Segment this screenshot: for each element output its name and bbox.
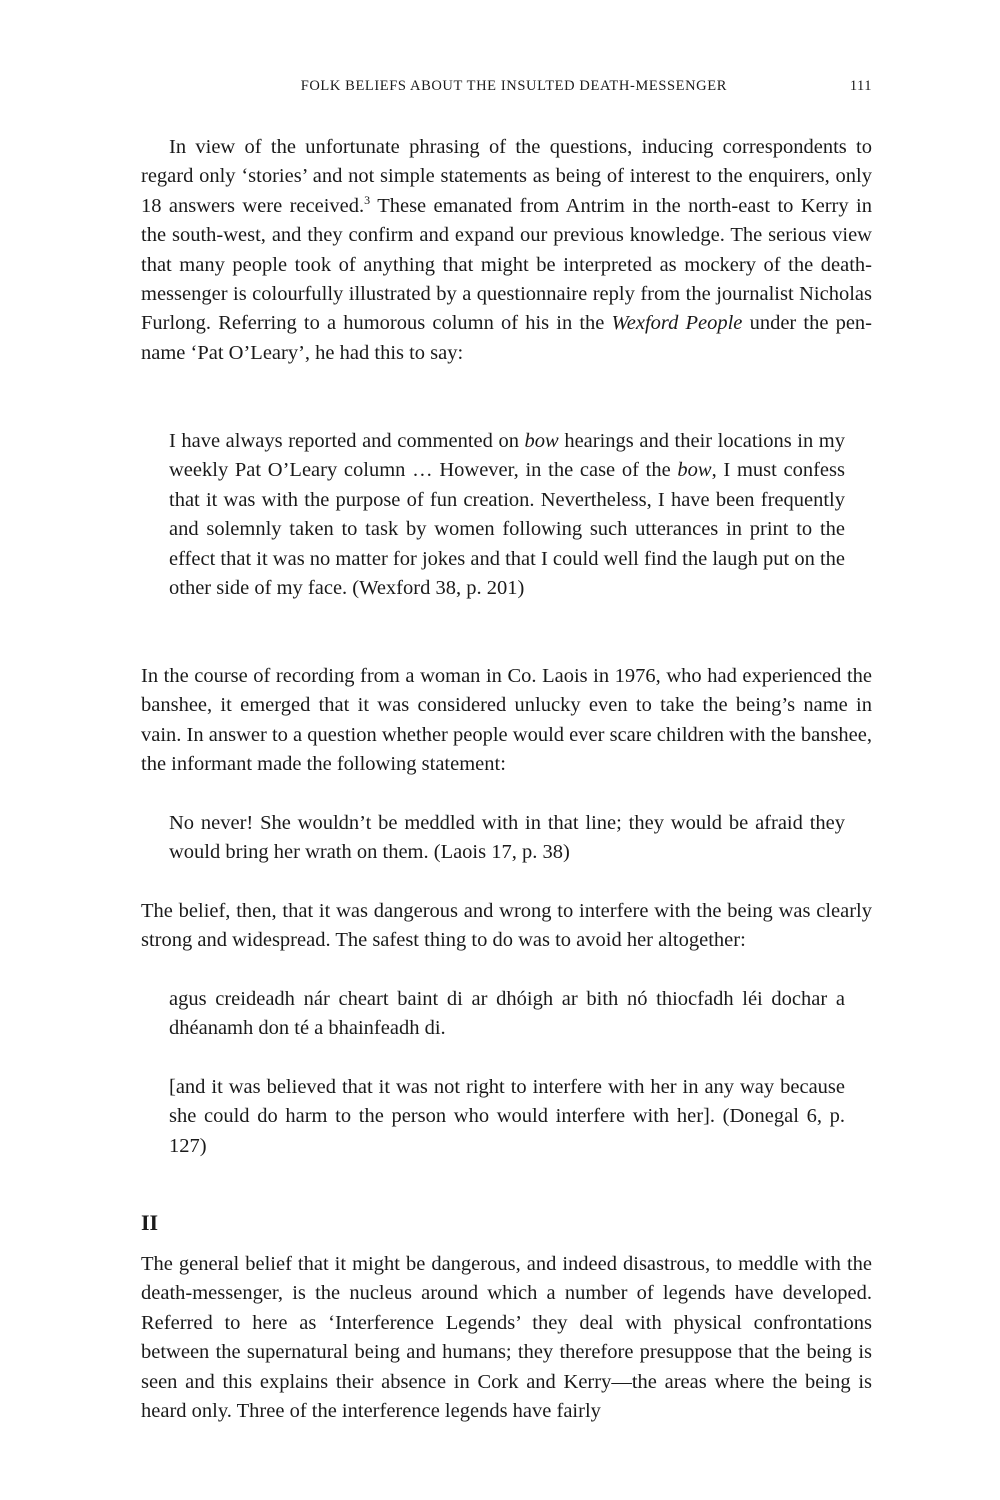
block-quote-3 (169, 985, 845, 1044)
quote-1-text-b: hearings and their locations in my weekly Pat O’Leary column … However, in the case of the (169, 430, 845, 482)
quote-1-italic-a: bow (524, 430, 559, 452)
paragraph-4 (141, 1250, 872, 1426)
paragraph-4-text: The general belief that it might be dangerous, and indeed disastrous, to meddle with the death-messenger, is the nucleus around which a number of legends have developed. Referred to here as ‘Interference Legends’ they deal with physical confrontations between the supernatural being and humans; they therefore presuppose that the being is seen and this explains their absence in Cork and Kerry—the areas where the being is heard only. Three of the interference legends have fairly (141, 1253, 872, 1423)
quote-4-text: [and it was believed that it was not right to interfere with her in any way because she could do harm to the person who would interfere with her]. (Donegal 6, p. 127) (169, 1076, 845, 1157)
block-quote-4 (169, 1073, 845, 1161)
quote-1-text-a: I have always reported and commented on (169, 430, 525, 452)
footnote-marker[interactable]: 3 (364, 192, 371, 207)
paragraph-2-text: In the course of recording from a woman in Co. Laois in 1976, who had experienced the banshee, it emerged that it was considered unlucky even to take the being’s name in vain. In answer to a question whether people would ever scare children with the banshee, the informant made the following statement: (141, 665, 872, 776)
quote-1-italic-b: bow (677, 459, 712, 482)
paragraph-1-text-c: under the pen-name ‘Pat O’Leary’, he had this to say: (141, 312, 872, 364)
page-number: 111 (849, 78, 872, 94)
paragraph-1-text-a: In view of the unfortunate phrasing of the questions, inducing correspondents to regard only ‘stories’ and not simple statements as being of interest to the enquirers, only 18 answers were received. (141, 136, 872, 217)
block-quote-2 (169, 809, 845, 868)
section-heading: II (141, 1210, 159, 1235)
paragraph-3 (141, 897, 872, 956)
running-head (141, 78, 872, 100)
paragraph-2 (141, 662, 872, 780)
paragraph-3-text: The belief, then, that it was dangerous and wrong to interfere with the being was clearly strong and widespread. The safest thing to do was to avoid her altogether: (141, 900, 872, 952)
paragraph-1 (141, 133, 872, 368)
quote-3-text: agus creideadh nár cheart baint di ar dhóigh ar bith nó thiocfadh léi dochar a dhéanamh don té a bhainfeadh di. (169, 988, 845, 1040)
running-head-title: FOLK BELIEFS ABOUT THE INSULTED DEATH-MESSENGER (300, 78, 727, 94)
quote-2-text: No never! She wouldn’t be meddled with in that line; they would be afraid they would bring her wrath on them. (Laois 17, p. 38) (169, 812, 845, 864)
paragraph-1-text-b: These emanated from Antrim in the north-east to Kerry in the south-west, and they confirm and expand our previous knowledge. The serious view that many people took of anything that might be interpreted as mockery of the death-messenger is colourfully illustrated by a questionnaire reply from the journalist Nicholas Furlong. Referring to a humorous column of his in the (141, 194, 872, 335)
publication-title: Wexford People (611, 312, 743, 335)
quote-1-text-c: , I must confess that it was with the purpose of fun creation. Nevertheless, I have been frequently and solemnly taken to task by women following such utterances in print to the effect that it was no matter for jokes and that I could well find the laugh put on the other side of my face. (Wexford 38, p. 201) (169, 459, 845, 600)
block-quote-1 (169, 427, 845, 603)
